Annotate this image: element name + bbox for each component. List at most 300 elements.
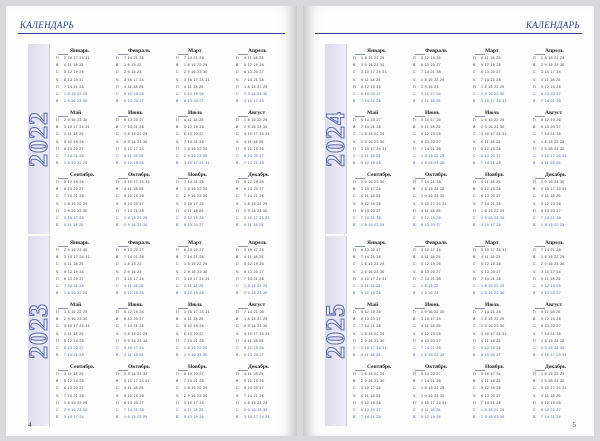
day-numbers: 5 12 19 26 <box>244 379 264 384</box>
weekday-label: С <box>56 154 59 158</box>
weekday-label: В <box>473 63 476 68</box>
month-calendar <box>473 48 531 108</box>
week-row <box>413 63 471 70</box>
weekday-label: В <box>176 415 179 420</box>
weekday-label: Ч <box>176 139 179 144</box>
week-row <box>413 125 471 132</box>
week-row <box>413 92 471 99</box>
day-numbers: 5 12 19 26 <box>481 346 501 350</box>
day-numbers: 2 9 16 23 30 <box>481 291 505 296</box>
day-numbers: 6 13 20 27 <box>361 317 381 322</box>
weekday-label: Ч <box>473 201 476 206</box>
weekday-label: В <box>56 63 59 68</box>
month-name: Июнь <box>425 110 440 116</box>
week-row <box>236 248 294 255</box>
week-row <box>473 187 531 194</box>
weekday-label: С <box>176 284 179 288</box>
month-name: Август <box>248 110 266 116</box>
month-name: Март <box>188 48 202 54</box>
weekday-label: Ч <box>353 269 356 274</box>
year-tab <box>24 44 53 234</box>
weekday-label: В <box>116 415 119 420</box>
day-numbers: 4 11 18 25 <box>541 276 561 281</box>
week-row <box>533 270 591 277</box>
weekday-label: С <box>236 132 239 137</box>
day-numbers: 4 11 18 25 <box>361 393 381 398</box>
day-numbers: 7 14 21 28 <box>244 161 264 166</box>
day-numbers: 2 9 16 23 30 <box>541 63 565 68</box>
week-row <box>473 415 531 422</box>
weekday-label: П <box>56 118 59 122</box>
month-name: Декабрь <box>545 172 566 178</box>
day-numbers: 4 11 18 25 <box>481 338 501 343</box>
weekday-label: С <box>533 346 536 350</box>
week-row <box>533 161 591 168</box>
week-row <box>116 277 174 284</box>
weekday-label: С <box>533 92 536 96</box>
week-row <box>56 401 114 408</box>
weekday-label: В <box>176 317 179 322</box>
week-row <box>533 248 591 255</box>
weekday-label: Ч <box>176 331 179 336</box>
week-row <box>473 372 531 379</box>
day-numbers: 6 13 20 27 <box>244 269 264 274</box>
week-row <box>413 262 471 269</box>
day-numbers: 5 12 19 26 <box>541 201 561 206</box>
day-numbers: 3 10 17 24 31 <box>64 56 90 60</box>
weekday-label: В <box>533 161 536 166</box>
day-numbers: 1 8 15 22 29 <box>361 132 385 137</box>
day-numbers: 3 10 17 24 <box>481 223 501 228</box>
month-name: Ноябрь <box>485 172 504 178</box>
week-row <box>353 284 411 291</box>
week-row <box>353 147 411 154</box>
day-numbers: 3 10 17 24 31 <box>361 346 387 350</box>
day-numbers: 4 11 18 25 <box>124 187 144 192</box>
weekday-label: П <box>353 208 356 213</box>
day-numbers: 5 12 19 26 <box>184 216 204 220</box>
week-row <box>533 209 591 216</box>
month-calendar <box>473 172 531 232</box>
day-numbers: 4 11 18 25 <box>421 99 441 104</box>
week-row <box>473 332 531 339</box>
weekday-label: С <box>176 194 179 199</box>
week-row <box>176 63 234 70</box>
months-grid <box>56 240 285 426</box>
week-row <box>473 56 531 63</box>
week-row <box>236 85 294 92</box>
week-row <box>236 216 294 223</box>
week-row <box>473 140 531 147</box>
day-numbers: 2 9 16 23 30 <box>421 194 445 199</box>
week-row <box>533 317 591 324</box>
weekday-label: В <box>353 317 356 322</box>
weekday-label: П <box>533 372 536 376</box>
weekday-label: В <box>473 317 476 322</box>
day-numbers: 5 12 19 26 <box>124 291 144 296</box>
week-row <box>473 339 531 346</box>
week-row <box>56 118 114 125</box>
months-grid <box>353 48 582 234</box>
weekday-label: С <box>353 346 356 350</box>
weekday-label: С <box>353 216 356 220</box>
week-row <box>116 180 174 187</box>
weekday-label: В <box>56 255 59 260</box>
week-row <box>413 317 471 324</box>
day-numbers: 4 11 18 25 <box>184 284 204 288</box>
month-calendar <box>473 240 531 300</box>
header-title: КАЛЕНДАРЬ <box>525 20 580 30</box>
weekday-label: П <box>353 276 356 281</box>
week-row <box>56 317 114 324</box>
week-row <box>353 161 411 168</box>
weekday-label: С <box>116 386 119 391</box>
day-numbers: 1 8 15 22 29 <box>64 201 88 206</box>
month-calendar <box>353 110 411 170</box>
week-row <box>116 386 174 393</box>
day-numbers: 4 11 18 25 <box>64 372 84 376</box>
week-row <box>533 401 591 408</box>
weekday-label: В <box>353 255 356 260</box>
week-row <box>473 353 531 360</box>
day-numbers: 3 10 17 24 <box>421 248 441 252</box>
week-row <box>236 194 294 201</box>
week-row <box>353 202 411 209</box>
week-row <box>533 202 591 209</box>
day-numbers: 1 8 15 22 29 <box>541 372 565 376</box>
day-numbers: 5 12 19 26 <box>64 338 84 343</box>
weekday-label: П <box>533 180 536 184</box>
weekday-label: П <box>413 276 416 281</box>
day-numbers: 7 14 21 28 <box>541 99 561 104</box>
day-numbers: 1 8 15 22 29 <box>184 187 208 192</box>
week-row <box>56 386 114 393</box>
week-row <box>473 118 531 125</box>
week-row <box>176 324 234 331</box>
day-numbers: 5 12 19 26 <box>481 63 501 68</box>
day-numbers: 1 8 15 22 29 <box>541 338 565 343</box>
weekday-label: С <box>236 346 239 350</box>
day-numbers: 2 9 16 23 30 <box>541 262 565 267</box>
week-row <box>533 284 591 291</box>
weekday-label: С <box>353 154 356 158</box>
day-numbers: 3 10 17 24 31 <box>541 187 567 192</box>
weekday-label: П <box>413 208 416 213</box>
day-numbers: 1 8 15 22 <box>124 63 142 68</box>
day-numbers: 5 12 19 26 <box>244 346 264 350</box>
weekday-label: П <box>473 146 476 151</box>
day-numbers: 4 11 18 25 <box>184 408 204 412</box>
month-name: Май <box>367 110 379 116</box>
month-calendar <box>176 48 234 108</box>
month-divider <box>475 178 485 179</box>
day-numbers: 1 8 15 22 29 <box>184 146 208 151</box>
day-numbers: 1 8 15 22 29 <box>541 255 565 260</box>
day-numbers: 5 12 19 26 <box>124 310 144 314</box>
month-name: Июнь <box>128 302 143 308</box>
week-row <box>236 401 294 408</box>
week-row <box>56 56 114 63</box>
day-numbers: 3 10 17 24 <box>421 92 441 96</box>
weekday-label: Ч <box>353 139 356 144</box>
right-page <box>303 6 594 436</box>
week-row <box>116 125 174 132</box>
day-numbers: 7 14 21 28 <box>541 248 561 252</box>
weekday-label: П <box>236 208 239 213</box>
weekday-label: С <box>353 262 356 267</box>
weekday-label: В <box>116 63 119 68</box>
day-numbers: 5 12 19 26 <box>541 400 561 405</box>
weekday-label: П <box>116 338 119 343</box>
day-numbers: 5 12 19 26 <box>481 386 501 391</box>
month-divider <box>475 116 485 117</box>
day-numbers: 5 12 19 26 <box>124 393 144 398</box>
weekday-label: В <box>176 353 179 358</box>
weekday-label: В <box>533 223 536 228</box>
weekday-label: В <box>176 291 179 296</box>
weekday-label: В <box>533 255 536 260</box>
day-numbers: 2 9 16 23 30 <box>481 92 505 96</box>
day-numbers: 5 12 19 26 <box>541 84 561 89</box>
weekday-label: В <box>116 161 119 166</box>
left-page <box>6 6 297 436</box>
weekday-label: П <box>116 118 119 122</box>
weekday-label: П <box>236 118 239 122</box>
weekday-label: В <box>116 317 119 322</box>
day-numbers: 2 9 16 23 30 <box>541 180 565 184</box>
day-numbers: 7 14 21 28 <box>244 194 264 199</box>
month-name: Сентябрь <box>70 172 94 178</box>
week-row <box>176 291 234 298</box>
weekday-label: Ч <box>56 331 59 336</box>
weekday-label: П <box>56 56 59 60</box>
weekday-label: С <box>533 154 536 158</box>
week-row <box>236 270 294 277</box>
day-numbers: 2 9 16 23 30 <box>481 324 505 329</box>
month-divider <box>535 178 545 179</box>
weekday-label: П <box>56 372 59 376</box>
day-numbers: 2 9 16 23 <box>421 84 439 89</box>
weekday-label: П <box>176 84 179 89</box>
weekday-label: С <box>116 284 119 288</box>
day-numbers: 3 10 17 24 <box>481 372 501 376</box>
day-numbers: 1 8 15 22 29 <box>421 353 445 358</box>
weekday-label: В <box>236 187 239 192</box>
week-row <box>236 394 294 401</box>
week-row <box>473 85 531 92</box>
week-row <box>533 262 591 269</box>
day-numbers: 6 13 20 27 <box>124 400 144 405</box>
weekday-label: С <box>236 92 239 96</box>
week-row <box>473 277 531 284</box>
weekday-label: В <box>236 99 239 104</box>
day-numbers: 2 9 16 23 30 <box>361 139 385 144</box>
month-divider <box>118 370 128 371</box>
week-row <box>56 248 114 255</box>
weekday-label: В <box>353 415 356 420</box>
day-numbers: 7 14 21 28 <box>541 331 561 336</box>
month-divider <box>238 370 248 371</box>
week-row <box>473 255 531 262</box>
day-numbers: 3 10 17 24 31 <box>421 201 447 206</box>
week-row <box>413 386 471 393</box>
weekday-label: С <box>176 408 179 412</box>
week-row <box>473 202 531 209</box>
week-row <box>533 339 591 346</box>
month-divider <box>58 178 68 179</box>
day-numbers: 5 12 19 26 <box>421 331 441 336</box>
day-numbers: 6 13 20 27 <box>244 353 264 358</box>
weekday-label: Ч <box>533 269 536 274</box>
month-divider <box>58 246 68 247</box>
weekday-label: П <box>116 310 119 314</box>
day-numbers: 3 10 17 24 <box>421 118 441 122</box>
weekday-label: П <box>413 248 416 252</box>
week-row <box>473 324 531 331</box>
week-row <box>176 194 234 201</box>
month-name: Сентябрь <box>367 364 391 370</box>
weekday-label: С <box>116 216 119 220</box>
week-row <box>176 161 234 168</box>
weekday-label: В <box>473 223 476 228</box>
week-row <box>236 379 294 386</box>
weekday-label: С <box>116 324 119 329</box>
weekday-label: Ч <box>176 201 179 206</box>
weekday-label: П <box>176 338 179 343</box>
year-block <box>321 236 582 426</box>
week-row <box>413 248 471 255</box>
month-calendar <box>116 172 174 232</box>
day-numbers: 4 11 18 25 <box>244 338 264 343</box>
weekday-label: В <box>236 317 239 322</box>
day-numbers: 2 9 16 23 30 <box>64 99 88 104</box>
weekday-label: В <box>413 161 416 166</box>
day-numbers: 2 9 16 23 30 <box>244 92 268 96</box>
weekday-label: Ч <box>116 269 119 274</box>
weekday-label: В <box>533 291 536 296</box>
day-numbers: 2 9 16 23 30 <box>124 223 148 228</box>
day-numbers: 4 11 18 25 <box>541 161 561 166</box>
weekday-label: В <box>413 125 416 130</box>
week-row <box>473 180 531 187</box>
month-calendar <box>56 240 114 300</box>
week-row <box>413 161 471 168</box>
day-numbers: 4 11 18 25 <box>421 208 441 213</box>
weekday-label: Ч <box>236 201 239 206</box>
month-divider <box>178 116 188 117</box>
weekday-label: С <box>176 324 179 329</box>
week-row <box>533 372 591 379</box>
week-row <box>176 270 234 277</box>
month-divider <box>535 308 545 309</box>
day-numbers: 1 8 15 22 29 <box>184 346 208 350</box>
week-row <box>116 339 174 346</box>
week-row <box>533 140 591 147</box>
day-numbers: 4 11 18 25 <box>481 56 501 60</box>
day-numbers: 6 13 20 27 <box>184 223 204 228</box>
week-row <box>176 408 234 415</box>
weekday-label: П <box>56 180 59 184</box>
month-calendar <box>353 172 411 232</box>
weekday-label: В <box>413 415 416 420</box>
week-row <box>116 154 174 161</box>
weekday-label: В <box>353 125 356 130</box>
weekday-label: В <box>236 291 239 296</box>
week-row <box>116 324 174 331</box>
week-row <box>353 248 411 255</box>
month-name: Февраль <box>425 48 447 54</box>
month-divider <box>355 308 365 309</box>
week-row <box>176 70 234 77</box>
month-divider <box>238 246 248 247</box>
week-row <box>353 154 411 161</box>
day-numbers: 4 11 18 25 <box>481 255 501 260</box>
weekday-label: С <box>413 132 416 137</box>
weekday-label: Ч <box>56 77 59 82</box>
weekday-label: С <box>56 92 59 96</box>
month-divider <box>58 308 68 309</box>
week-row <box>353 415 411 422</box>
weekday-label: Ч <box>413 269 416 274</box>
week-row <box>413 223 471 230</box>
month-name: Ноябрь <box>485 364 504 370</box>
day-numbers: 3 10 17 24 <box>244 99 264 104</box>
week-row <box>473 291 531 298</box>
day-numbers: 1 8 15 22 29 <box>124 415 148 420</box>
week-row <box>353 317 411 324</box>
week-row <box>413 194 471 201</box>
week-row <box>353 70 411 77</box>
day-numbers: 7 14 21 28 <box>421 146 441 151</box>
week-row <box>236 415 294 422</box>
day-numbers: 1 8 15 22 29 <box>184 262 208 267</box>
month-name: Июль <box>485 110 500 116</box>
week-row <box>413 332 471 339</box>
weekday-label: П <box>353 56 356 60</box>
day-numbers: 1 8 15 22 29 <box>244 317 268 322</box>
week-row <box>56 394 114 401</box>
week-row <box>413 270 471 277</box>
week-row <box>473 161 531 168</box>
day-numbers: 3 10 17 24 31 <box>361 146 387 151</box>
month-divider <box>118 246 128 247</box>
weekday-label: Ч <box>353 77 356 82</box>
week-row <box>116 216 174 223</box>
day-numbers: 6 13 20 27 <box>64 276 84 281</box>
day-numbers: 1 8 15 22 <box>421 284 439 288</box>
week-row <box>473 401 531 408</box>
week-row <box>176 379 234 386</box>
week-row <box>116 262 174 269</box>
weekday-label: Ч <box>473 77 476 82</box>
weekday-label: Ч <box>116 393 119 398</box>
weekday-label: П <box>56 248 59 252</box>
month-divider <box>535 370 545 371</box>
week-row <box>56 216 114 223</box>
week-row <box>56 324 114 331</box>
month-name: Ноябрь <box>188 172 207 178</box>
weekday-label: Ч <box>116 139 119 144</box>
day-numbers: 4 11 18 25 <box>244 223 264 228</box>
week-row <box>353 118 411 125</box>
week-row <box>353 346 411 353</box>
week-row <box>176 248 234 255</box>
day-numbers: 1 8 15 22 29 <box>361 262 385 267</box>
weekday-label: В <box>353 187 356 192</box>
day-numbers: 1 8 15 22 29 <box>361 223 385 228</box>
weekday-label: П <box>236 400 239 405</box>
weekday-label: С <box>56 194 59 199</box>
